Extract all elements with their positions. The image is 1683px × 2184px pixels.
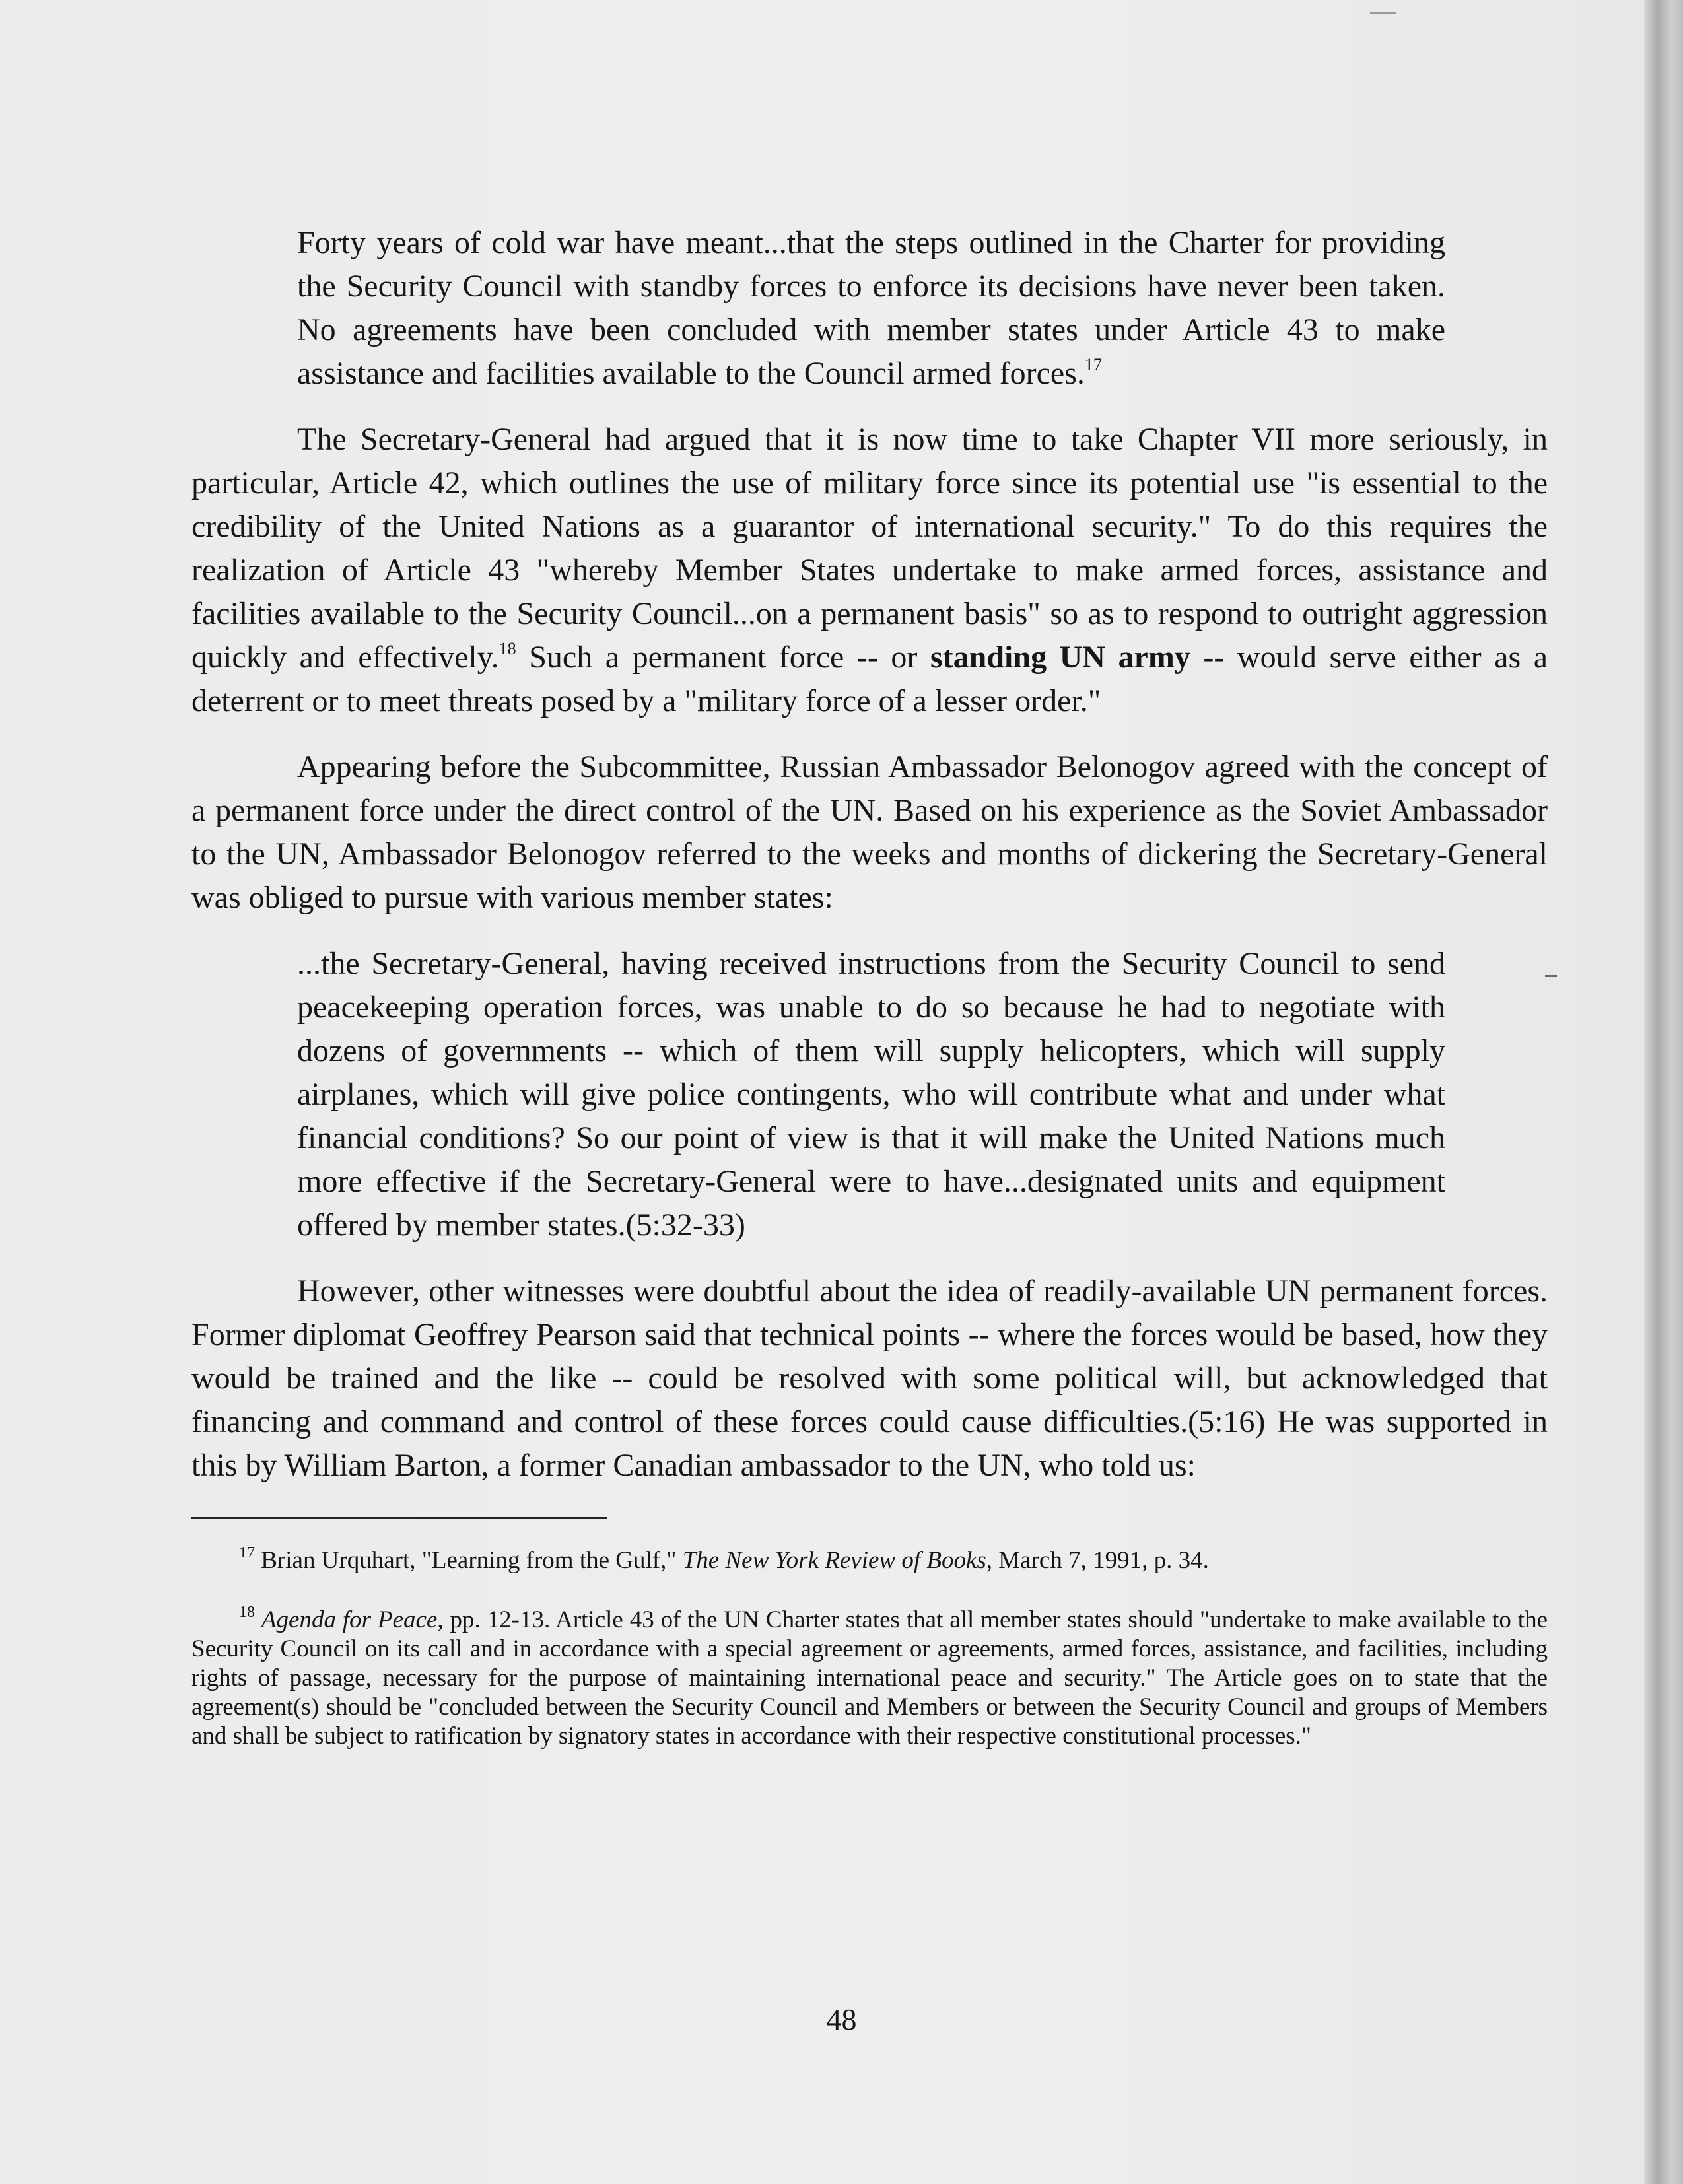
margin-mark <box>1370 12 1396 14</box>
book-binding-edge <box>1644 0 1683 2184</box>
footnote-text: Brian Urquhart, "Learning from the Gulf," <box>255 1547 683 1574</box>
footnote-number: 17 <box>239 1544 255 1561</box>
footnote-title: The New York Review of Books <box>682 1547 986 1574</box>
footnote-17 <box>191 1546 1548 1575</box>
paragraph-pearson-barton: However, other witnesses were doubtful about the idea of readily-available UN permanent forces. Former diplomat Geoffrey Pearson said that technical points -- where the forces would be based, how they would be trained and the like -- could be resolved with some political will, but acknowledged that financing and command and control of these forces could cause difficulties.(5:16) He was supported in this by William Barton, a former Canadian ambassador to the UN, who told us: <box>191 1274 1548 1483</box>
paragraph-text: The Secretary-General had argued that it is now time to take Chapter VII more seriously, in particular, Article 42, which outlines the use of military force since its potential use "is essential to the credibility of the United Nations as a guarantor of international security." To do this requires the realization of Article 43 "whereby Member States undertake to make armed forces, assistance and facilities available to the Security Council...on a permanent basis" so as to respond to outright aggression quickly and effectively. <box>191 422 1548 675</box>
footnote-number: 18 <box>239 1604 255 1621</box>
bold-term: standing UN army <box>930 640 1190 675</box>
paragraph-secretary-general <box>191 418 1548 723</box>
footnote-divider <box>191 1517 607 1519</box>
block-quote-belonogov: ...the Secretary-General, having received instructions from the Security Council to send peacekeeping operation forces, was unable to do so because he had to negotiate with dozens of governments -- which of them will supply helicopters, which will supply airplanes, which will give police contingents, who will contribute what and under what financial conditions? So our point of view is that it will make the United Nations much more effective if the Secretary-General were to have...designated units and equipment offered by member states.(5:32-33) <box>297 946 1445 1243</box>
main-text-column <box>191 221 1548 1751</box>
footnote-text: , pp. 12-13. Article 43 of the UN Charter states that all member states should "undertake to make available to the Security Council on its call and in accordance with a special agreement or agreements, armed forces, assistance, and facilities, including rights of passage, necessary for the purpose of maintaining international peace and security." The Article goes on to state that the agreement(s) should be "concluded between the Security Council and Members or between the Security Council and groups of Members and shall be subject to ratification by signatory states in accordance with their respective constitutional processes." <box>191 1606 1548 1750</box>
block-quote-cold-war <box>297 221 1445 395</box>
footnote-ref-17: 17 <box>1084 355 1102 374</box>
footnote-18 <box>191 1606 1548 1751</box>
paragraph-text: -- would serve either as a deterrent or to meet threats posed by a "military force of a lesser order." <box>191 640 1548 718</box>
footnote-ref-18: 18 <box>498 639 516 658</box>
block-quote-text: Forty years of cold war have meant...that the steps outlined in the Charter for providing the Security Council with standby forces to enforce its decisions have never been taken. No agreements have been concluded with member states under Article 43 to make assistance and facilities available to the Council armed forces. <box>297 225 1445 391</box>
paragraph-belonogov: Appearing before the Subcommittee, Russian Ambassador Belonogov agreed with the concept of a permanent force under the direct control of the UN. Based on his experience as the Soviet Ambassador to the UN, Ambassador Belonogov referred to the weeks and months of dickering the Secretary-General was obliged to pursue with various member states: <box>191 749 1548 915</box>
footnote-text: , March 7, 1991, p. 34. <box>986 1547 1209 1574</box>
paragraph-text: Such a permanent force -- or <box>516 640 930 675</box>
page-number: 48 <box>826 2002 857 2036</box>
footnote-title: Agenda for Peace <box>261 1606 438 1633</box>
